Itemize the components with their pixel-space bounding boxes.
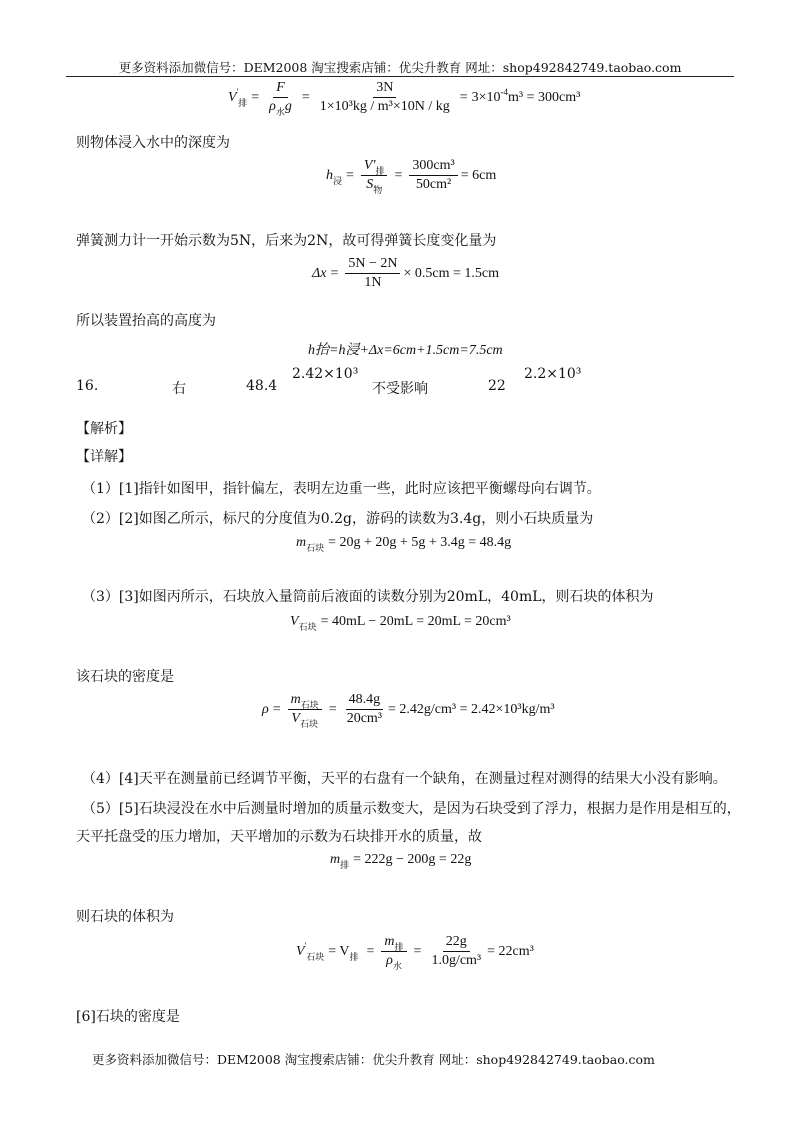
eq7-den1: V	[291, 711, 300, 726]
eq6-rhs: = 40mL − 20mL = 20mL = 20cm³	[320, 614, 511, 629]
answer-5: 22	[488, 378, 506, 394]
section-jiexi: 【解析】	[76, 421, 132, 437]
question-number: 16.	[76, 378, 99, 394]
eq9-mid: = V	[328, 943, 350, 959]
answer-4: 不受影响	[372, 381, 428, 397]
eq2-num1-sub: 排	[375, 166, 385, 176]
eq2-num2: 300cm³	[409, 158, 457, 176]
eq7-num1: m	[290, 692, 301, 707]
eq1-fraction-2	[317, 80, 453, 115]
eq9-num2: 22g	[443, 934, 470, 952]
paragraph-3: （3）[3]如图丙所示，石块放入量筒前后液面的读数分别为20mL，40mL，则石块的体积为	[82, 589, 654, 605]
footer-text: 更多资料添加微信号：DEM2008 淘宝搜索店铺：优尖升教育 网址：shop492842749.taobao.com	[92, 1052, 655, 1067]
paragraph-6b: 天平托盘受的压力增加，天平增加的示数为石块排开水的质量，故	[76, 829, 482, 845]
eq1-f-den-sub: 水	[275, 107, 285, 117]
paragraph-1: （1）[1]指针如图甲，指针偏左，表明左边重一些，此时应该把平衡螺母向右调节。	[82, 481, 601, 497]
eq2-den1-sub: 物	[373, 185, 383, 195]
header-text: 更多资料添加微信号：DEM2008 淘宝搜索店铺：优尖升教育 网址：shop492842749.taobao.com	[118, 60, 682, 75]
equation-displaced-mass	[330, 852, 475, 868]
eq2-den2: 50cm²	[415, 177, 452, 192]
eq9-den2: 1.0g/cm³	[431, 953, 482, 968]
eq1-lhs-sub: 排	[238, 97, 248, 108]
eq7-den2: 20cm³	[346, 711, 382, 726]
equation-raise-height	[308, 339, 503, 359]
eq7-result: = 2.42g/cm³ = 2.42×10³kg/m³	[388, 701, 555, 717]
eq2-fraction-1	[361, 158, 388, 193]
paragraph-6a: （5）[5]石块浸没在水中后测量时增加的质量示数变大，是因为石块受到了浮力，根据力是作用是相互的，	[82, 801, 741, 817]
eq1-num2: 3N	[373, 80, 396, 98]
eq9-den1-sub: 水	[392, 961, 402, 971]
eq3-lhs: Δx	[312, 265, 327, 281]
eq8-lhs: m	[330, 852, 341, 867]
equation-stone-volume	[290, 614, 515, 630]
eq1-fraction-1	[266, 80, 295, 115]
paragraph-4: 该石块的密度是	[76, 669, 174, 685]
eq2-lhs: h	[326, 167, 333, 183]
equation-stone-mass	[296, 535, 515, 551]
paragraph-5: （4）[4]天平在测量前已经调节平衡，天平的右盘有一个缺角，在测量过程对测得的结果大小没有影响。	[82, 771, 727, 787]
eq9-lhs-sub: 石块	[306, 951, 325, 962]
eq5-lhs: m	[296, 535, 307, 550]
eq7-num2: 48.4g	[346, 692, 384, 710]
eq4-text: h抬=h浸+Δx=6cm+1.5cm=7.5cm	[308, 343, 503, 358]
equation-spring-delta: Δx = $\frac{5N - 2N}{1N}$ × 0.5cm = 1.5cm	[312, 256, 499, 290]
eq1-f-num: F	[276, 80, 285, 95]
eq8-lhs-sub: 排	[340, 860, 350, 870]
eq7-fraction-2	[344, 692, 385, 727]
header-divider	[66, 76, 734, 77]
eq6-lhs: V	[290, 614, 299, 629]
eq2-den1: S	[366, 177, 374, 192]
eq5-lhs-sub: 石块	[306, 543, 325, 553]
paragraph-2: （2）[2]如图乙所示，标尺的分度值为0.2g，游码的读数为3.4g，则小石块质量为	[82, 511, 594, 527]
eq2-lhs-sub: 浸	[333, 175, 343, 186]
text-depth-intro: 则物体浸入水中的深度为	[76, 135, 230, 151]
eq7-den1-sub: 石块	[299, 719, 318, 729]
eq3-result: × 0.5cm = 1.5cm	[403, 265, 499, 281]
equation-depth: $h_浸$ = $\frac{V'_排}{S_物}$ = $\frac{\text{300cm³}}{\text{50cm²}}$ = 6cm	[326, 158, 497, 195]
eq9-result: = 22cm³	[487, 943, 534, 959]
eq1-den2: 1×10³kg / m³×10N / kg	[319, 99, 450, 114]
eq8-rhs: = 222g − 200g = 22g	[353, 852, 472, 867]
eq5-rhs: = 20g + 20g + 5g + 3.4g = 48.4g	[328, 535, 512, 550]
equation-density: ρ = $\frac{m_{石块}}{V_{石块}}$ = $\frac{48.4g}{\text{20cm³}}$ = 2.42g/cm³ = 2.42×10³kg/m³	[262, 692, 555, 729]
eq6-lhs-sub: 石块	[298, 622, 317, 632]
eq7-lhs: ρ	[262, 701, 269, 717]
paragraph-7: 则石块的体积为	[76, 909, 174, 925]
paragraph-8: [6]石块的密度是	[76, 1009, 180, 1025]
eq7-fraction-1	[288, 692, 322, 727]
answer-2: 48.4	[246, 378, 278, 394]
eq1-lhs-sup: '	[236, 86, 239, 97]
equation-volume-displaced: $V'_{石块}$ = $V_排$ = $\frac{m_排}{\rho_水}$ = $\frac{22g}{\text{1.0g/cm³}}$ = 22cm³	[296, 934, 534, 971]
text-raise-intro: 所以装置抬高的高度为	[76, 313, 216, 329]
eq1-result-exp: -4	[500, 86, 509, 97]
equation-buoyancy-volume: $V'_排$ = $\frac{F}{\rho_水g}$ = $\frac{3N}{\text{1×10³kg / m³×10N / kg}}$ = 3×10 -4 m³ = 300cm³	[228, 80, 581, 117]
eq9-den1: ρ	[386, 953, 393, 968]
eq1-f-den: ρ	[269, 99, 276, 114]
eq9-mid-sub: 排	[349, 951, 359, 962]
eq9-fraction-1	[381, 934, 406, 969]
answer-1: 右	[172, 381, 186, 397]
eq1-result-a: 3×10	[471, 89, 501, 105]
eq2-result: = 6cm	[460, 167, 497, 183]
answer-6: 2.2×10³	[524, 366, 582, 382]
eq1-f-den-g: g	[284, 99, 292, 114]
eq9-fraction-2	[428, 934, 484, 969]
eq9-lhs-sup: '	[304, 940, 307, 951]
eq3-num: 5N − 2N	[345, 256, 400, 274]
eq2-num1: V'	[363, 158, 376, 173]
eq3-fraction	[345, 256, 400, 291]
eq9-num1-sub: 排	[394, 942, 404, 952]
eq1-lhs: V	[228, 89, 237, 105]
section-xiangjie: 【详解】	[76, 449, 132, 465]
eq2-fraction-2	[409, 158, 457, 193]
eq7-num1-sub: 石块	[300, 700, 319, 710]
eq9-lhs: V	[296, 943, 305, 959]
text-spring-intro: 弹簧测力计一开始示数为5N，后来为2N，故可得弹簧长度变化量为	[76, 233, 497, 249]
eq1-result-b: m³ = 300cm³	[508, 89, 581, 105]
answer-3: 2.42×10³	[292, 366, 359, 382]
eq9-num1: m	[384, 934, 395, 949]
eq3-den: 1N	[364, 275, 382, 290]
